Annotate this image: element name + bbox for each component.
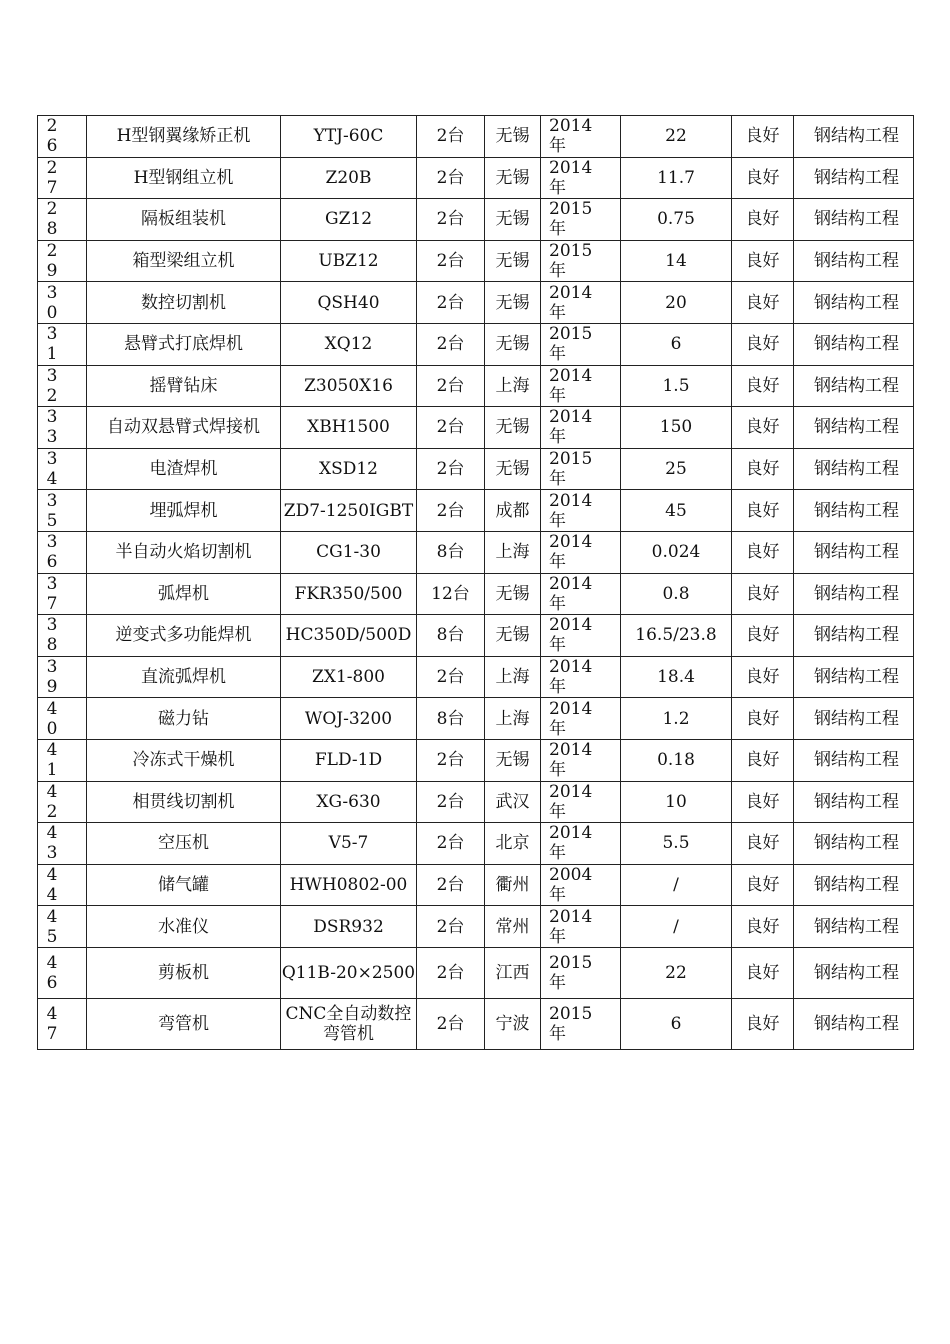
usage-field bbox=[794, 157, 914, 199]
equipment-quantity: 2台 bbox=[417, 906, 485, 948]
equipment-name: 剪板机 bbox=[87, 947, 281, 998]
rated-power: / bbox=[621, 906, 732, 948]
equipment-model: QSH40 bbox=[281, 282, 417, 324]
manufacture-year-text: 2014年 bbox=[549, 615, 593, 656]
usage-field-text: 钢结构工程 bbox=[814, 500, 899, 521]
usage-field bbox=[794, 739, 914, 781]
equipment-name: 摇臂钻床 bbox=[87, 365, 281, 407]
equipment-model: XBH1500 bbox=[281, 407, 417, 449]
row-number bbox=[38, 698, 87, 740]
table-row bbox=[38, 781, 914, 823]
usage-field-text: 钢结构工程 bbox=[814, 375, 899, 396]
usage-field-text: 钢结构工程 bbox=[814, 667, 899, 688]
usage-field bbox=[794, 656, 914, 698]
origin-place: 常州 bbox=[485, 906, 541, 948]
table-row bbox=[38, 947, 914, 998]
condition-status: 良好 bbox=[732, 199, 794, 241]
origin-place: 无锡 bbox=[485, 573, 541, 615]
manufacture-year bbox=[541, 781, 621, 823]
equipment-name: 隔板组装机 bbox=[87, 199, 281, 241]
condition-status: 良好 bbox=[732, 739, 794, 781]
manufacture-year-text: 2015年 bbox=[549, 449, 593, 490]
equipment-model: ZD7-1250IGBT bbox=[281, 490, 417, 532]
table-row bbox=[38, 698, 914, 740]
manufacture-year bbox=[541, 490, 621, 532]
table-row bbox=[38, 199, 914, 241]
equipment-name: 自动双悬臂式焊接机 bbox=[87, 407, 281, 449]
equipment-name: 悬臂式打底焊机 bbox=[87, 323, 281, 365]
origin-place: 无锡 bbox=[485, 240, 541, 282]
origin-place: 上海 bbox=[485, 365, 541, 407]
equipment-model: UBZ12 bbox=[281, 240, 417, 282]
equipment-quantity: 2台 bbox=[417, 739, 485, 781]
manufacture-year-text: 2014年 bbox=[549, 490, 593, 531]
row-number bbox=[38, 864, 87, 906]
condition-status: 良好 bbox=[732, 448, 794, 490]
usage-field bbox=[794, 116, 914, 158]
usage-field bbox=[794, 282, 914, 324]
usage-field-text: 钢结构工程 bbox=[814, 708, 899, 729]
table-row bbox=[38, 282, 914, 324]
condition-status: 良好 bbox=[732, 407, 794, 449]
row-number-text: 39 bbox=[46, 657, 58, 698]
equipment-model: WOJ-3200 bbox=[281, 698, 417, 740]
condition-status: 良好 bbox=[732, 615, 794, 657]
condition-status: 良好 bbox=[732, 365, 794, 407]
row-number bbox=[38, 656, 87, 698]
row-number bbox=[38, 615, 87, 657]
row-number-text: 28 bbox=[46, 199, 58, 240]
origin-place: 无锡 bbox=[485, 448, 541, 490]
equipment-model: CNC全自动数控弯管机 bbox=[281, 998, 417, 1049]
row-number-text: 32 bbox=[46, 365, 58, 406]
manufacture-year-text: 2015年 bbox=[549, 241, 593, 282]
condition-status: 良好 bbox=[732, 573, 794, 615]
usage-field-text: 钢结构工程 bbox=[814, 167, 899, 188]
row-number-text: 44 bbox=[46, 864, 58, 905]
row-number-text: 47 bbox=[46, 1003, 58, 1044]
origin-place: 无锡 bbox=[485, 199, 541, 241]
condition-status: 良好 bbox=[732, 531, 794, 573]
condition-status: 良好 bbox=[732, 240, 794, 282]
table-row bbox=[38, 116, 914, 158]
origin-place: 无锡 bbox=[485, 739, 541, 781]
usage-field-text: 钢结构工程 bbox=[814, 459, 899, 480]
manufacture-year-text: 2014年 bbox=[549, 282, 593, 323]
manufacture-year bbox=[541, 573, 621, 615]
equipment-name: H型钢翼缘矫正机 bbox=[87, 116, 281, 158]
condition-status: 良好 bbox=[732, 116, 794, 158]
usage-field-text: 钢结构工程 bbox=[814, 126, 899, 147]
manufacture-year bbox=[541, 116, 621, 158]
manufacture-year-text: 2014年 bbox=[549, 365, 593, 406]
row-number bbox=[38, 116, 87, 158]
origin-place: 无锡 bbox=[485, 282, 541, 324]
rated-power: 20 bbox=[621, 282, 732, 324]
row-number bbox=[38, 282, 87, 324]
equipment-model: CG1-30 bbox=[281, 531, 417, 573]
rated-power: 0.75 bbox=[621, 199, 732, 241]
row-number bbox=[38, 407, 87, 449]
row-number bbox=[38, 448, 87, 490]
condition-status: 良好 bbox=[732, 823, 794, 865]
usage-field-text: 钢结构工程 bbox=[814, 417, 899, 438]
equipment-name: 弯管机 bbox=[87, 998, 281, 1049]
usage-field bbox=[794, 448, 914, 490]
table-row bbox=[38, 490, 914, 532]
table-row bbox=[38, 615, 914, 657]
equipment-name: 数控切割机 bbox=[87, 282, 281, 324]
origin-place: 成都 bbox=[485, 490, 541, 532]
equipment-name: 储气罐 bbox=[87, 864, 281, 906]
equipment-name: 冷冻式干燥机 bbox=[87, 739, 281, 781]
equipment-quantity: 2台 bbox=[417, 448, 485, 490]
equipment-quantity: 2台 bbox=[417, 199, 485, 241]
row-number-text: 46 bbox=[46, 952, 58, 993]
rated-power: 16.5/23.8 bbox=[621, 615, 732, 657]
origin-place: 北京 bbox=[485, 823, 541, 865]
equipment-model: FLD-1D bbox=[281, 739, 417, 781]
equipment-quantity: 8台 bbox=[417, 615, 485, 657]
rated-power: 0.8 bbox=[621, 573, 732, 615]
manufacture-year-text: 2014年 bbox=[549, 532, 593, 573]
manufacture-year bbox=[541, 864, 621, 906]
row-number bbox=[38, 323, 87, 365]
manufacture-year bbox=[541, 323, 621, 365]
table-row bbox=[38, 407, 914, 449]
equipment-quantity: 2台 bbox=[417, 656, 485, 698]
equipment-model: XSD12 bbox=[281, 448, 417, 490]
origin-place: 上海 bbox=[485, 531, 541, 573]
row-number bbox=[38, 531, 87, 573]
row-number-text: 33 bbox=[46, 407, 58, 448]
equipment-quantity: 2台 bbox=[417, 490, 485, 532]
manufacture-year bbox=[541, 282, 621, 324]
manufacture-year bbox=[541, 407, 621, 449]
equipment-model: FKR350/500 bbox=[281, 573, 417, 615]
usage-field bbox=[794, 323, 914, 365]
usage-field bbox=[794, 407, 914, 449]
usage-field-text: 钢结构工程 bbox=[814, 542, 899, 563]
manufacture-year-text: 2014年 bbox=[549, 573, 593, 614]
usage-field bbox=[794, 199, 914, 241]
condition-status: 良好 bbox=[732, 698, 794, 740]
origin-place: 无锡 bbox=[485, 157, 541, 199]
rated-power: 1.5 bbox=[621, 365, 732, 407]
condition-status: 良好 bbox=[732, 998, 794, 1049]
manufacture-year-text: 2015年 bbox=[549, 952, 593, 993]
equipment-name: 直流弧焊机 bbox=[87, 656, 281, 698]
rated-power: 11.7 bbox=[621, 157, 732, 199]
row-number-text: 26 bbox=[46, 116, 58, 157]
row-number bbox=[38, 157, 87, 199]
equipment-quantity: 8台 bbox=[417, 531, 485, 573]
equipment-model: ZX1-800 bbox=[281, 656, 417, 698]
manufacture-year bbox=[541, 998, 621, 1049]
equipment-quantity: 2台 bbox=[417, 864, 485, 906]
origin-place: 无锡 bbox=[485, 407, 541, 449]
rated-power: 18.4 bbox=[621, 656, 732, 698]
row-number bbox=[38, 998, 87, 1049]
condition-status: 良好 bbox=[732, 656, 794, 698]
row-number-text: 40 bbox=[46, 698, 58, 739]
manufacture-year bbox=[541, 531, 621, 573]
usage-field bbox=[794, 781, 914, 823]
manufacture-year bbox=[541, 698, 621, 740]
row-number-text: 35 bbox=[46, 490, 58, 531]
origin-place: 武汉 bbox=[485, 781, 541, 823]
table-row bbox=[38, 998, 914, 1049]
equipment-model: XQ12 bbox=[281, 323, 417, 365]
usage-field-text: 钢结构工程 bbox=[814, 962, 899, 983]
usage-field-text: 钢结构工程 bbox=[814, 334, 899, 355]
manufacture-year-text: 2014年 bbox=[549, 698, 593, 739]
rated-power: 1.2 bbox=[621, 698, 732, 740]
table-row bbox=[38, 739, 914, 781]
row-number-text: 45 bbox=[46, 906, 58, 947]
equipment-quantity: 2台 bbox=[417, 407, 485, 449]
row-number bbox=[38, 781, 87, 823]
manufacture-year bbox=[541, 240, 621, 282]
usage-field bbox=[794, 573, 914, 615]
equipment-quantity: 2台 bbox=[417, 823, 485, 865]
equipment-quantity: 2台 bbox=[417, 998, 485, 1049]
equipment-quantity: 12台 bbox=[417, 573, 485, 615]
usage-field-text: 钢结构工程 bbox=[814, 625, 899, 646]
usage-field-text: 钢结构工程 bbox=[814, 916, 899, 937]
condition-status: 良好 bbox=[732, 864, 794, 906]
table-row bbox=[38, 573, 914, 615]
row-number bbox=[38, 823, 87, 865]
manufacture-year bbox=[541, 906, 621, 948]
equipment-name: 磁力钻 bbox=[87, 698, 281, 740]
row-number-text: 31 bbox=[46, 324, 58, 365]
row-number-text: 37 bbox=[46, 573, 58, 614]
rated-power: 22 bbox=[621, 116, 732, 158]
equipment-name: 电渣焊机 bbox=[87, 448, 281, 490]
table-row bbox=[38, 365, 914, 407]
rated-power: 5.5 bbox=[621, 823, 732, 865]
rated-power: 0.024 bbox=[621, 531, 732, 573]
usage-field-text: 钢结构工程 bbox=[814, 750, 899, 771]
equipment-quantity: 2台 bbox=[417, 282, 485, 324]
manufacture-year bbox=[541, 615, 621, 657]
usage-field bbox=[794, 698, 914, 740]
table-row bbox=[38, 531, 914, 573]
equipment-quantity: 8台 bbox=[417, 698, 485, 740]
manufacture-year-text: 2015年 bbox=[549, 1003, 593, 1044]
rated-power: 6 bbox=[621, 323, 732, 365]
row-number bbox=[38, 240, 87, 282]
row-number bbox=[38, 947, 87, 998]
manufacture-year-text: 2014年 bbox=[549, 407, 593, 448]
equipment-model: HC350D/500D bbox=[281, 615, 417, 657]
equipment-name: 埋弧焊机 bbox=[87, 490, 281, 532]
condition-status: 良好 bbox=[732, 282, 794, 324]
manufacture-year bbox=[541, 448, 621, 490]
table-row bbox=[38, 448, 914, 490]
usage-field bbox=[794, 240, 914, 282]
manufacture-year bbox=[541, 157, 621, 199]
rated-power: / bbox=[621, 864, 732, 906]
equipment-quantity: 2台 bbox=[417, 240, 485, 282]
manufacture-year bbox=[541, 823, 621, 865]
condition-status: 良好 bbox=[732, 490, 794, 532]
row-number-text: 38 bbox=[46, 615, 58, 656]
equipment-model: XG-630 bbox=[281, 781, 417, 823]
equipment-name: 箱型梁组立机 bbox=[87, 240, 281, 282]
row-number-text: 41 bbox=[46, 740, 58, 781]
equipment-model: HWH0802-00 bbox=[281, 864, 417, 906]
equipment-name: 逆变式多功能焊机 bbox=[87, 615, 281, 657]
rated-power: 150 bbox=[621, 407, 732, 449]
usage-field bbox=[794, 365, 914, 407]
usage-field bbox=[794, 864, 914, 906]
table-row bbox=[38, 823, 914, 865]
usage-field-text: 钢结构工程 bbox=[814, 209, 899, 230]
equipment-model: Q11B-20×2500 bbox=[281, 947, 417, 998]
condition-status: 良好 bbox=[732, 781, 794, 823]
origin-place: 宁波 bbox=[485, 998, 541, 1049]
manufacture-year-text: 2015年 bbox=[549, 199, 593, 240]
manufacture-year bbox=[541, 199, 621, 241]
usage-field-text: 钢结构工程 bbox=[814, 833, 899, 854]
row-number-text: 29 bbox=[46, 241, 58, 282]
row-number bbox=[38, 365, 87, 407]
equipment-name: 水准仪 bbox=[87, 906, 281, 948]
usage-field bbox=[794, 531, 914, 573]
equipment-quantity: 2台 bbox=[417, 947, 485, 998]
table-row bbox=[38, 323, 914, 365]
table-row bbox=[38, 906, 914, 948]
manufacture-year-text: 2014年 bbox=[549, 657, 593, 698]
equipment-quantity: 2台 bbox=[417, 323, 485, 365]
usage-field bbox=[794, 906, 914, 948]
manufacture-year bbox=[541, 656, 621, 698]
manufacture-year bbox=[541, 947, 621, 998]
equipment-quantity: 2台 bbox=[417, 157, 485, 199]
condition-status: 良好 bbox=[732, 157, 794, 199]
origin-place: 上海 bbox=[485, 656, 541, 698]
manufacture-year-text: 2015年 bbox=[549, 324, 593, 365]
usage-field-text: 钢结构工程 bbox=[814, 874, 899, 895]
equipment-model: Z20B bbox=[281, 157, 417, 199]
equipment-model: V5-7 bbox=[281, 823, 417, 865]
row-number bbox=[38, 573, 87, 615]
row-number bbox=[38, 739, 87, 781]
rated-power: 0.18 bbox=[621, 739, 732, 781]
rated-power: 22 bbox=[621, 947, 732, 998]
manufacture-year-text: 2014年 bbox=[549, 740, 593, 781]
manufacture-year-text: 2014年 bbox=[549, 781, 593, 822]
equipment-model: GZ12 bbox=[281, 199, 417, 241]
row-number-text: 27 bbox=[46, 157, 58, 198]
equipment-name: 弧焊机 bbox=[87, 573, 281, 615]
equipment-rows bbox=[38, 116, 914, 1050]
usage-field bbox=[794, 490, 914, 532]
equipment-name: 空压机 bbox=[87, 823, 281, 865]
row-number-text: 42 bbox=[46, 781, 58, 822]
origin-place: 江西 bbox=[485, 947, 541, 998]
row-number-text: 36 bbox=[46, 532, 58, 573]
row-number bbox=[38, 199, 87, 241]
usage-field bbox=[794, 998, 914, 1049]
row-number bbox=[38, 906, 87, 948]
equipment-quantity: 2台 bbox=[417, 116, 485, 158]
origin-place: 无锡 bbox=[485, 116, 541, 158]
usage-field-text: 钢结构工程 bbox=[814, 1013, 899, 1034]
usage-field bbox=[794, 615, 914, 657]
equipment-model: YTJ-60C bbox=[281, 116, 417, 158]
origin-place: 无锡 bbox=[485, 615, 541, 657]
equipment-model: DSR932 bbox=[281, 906, 417, 948]
manufacture-year-text: 2014年 bbox=[549, 823, 593, 864]
usage-field-text: 钢结构工程 bbox=[814, 251, 899, 272]
rated-power: 25 bbox=[621, 448, 732, 490]
origin-place: 上海 bbox=[485, 698, 541, 740]
row-number-text: 34 bbox=[46, 449, 58, 490]
origin-place: 无锡 bbox=[485, 323, 541, 365]
manufacture-year-text: 2004年 bbox=[549, 864, 593, 905]
equipment-model: Z3050X16 bbox=[281, 365, 417, 407]
table-row bbox=[38, 157, 914, 199]
equipment-table bbox=[37, 115, 914, 1050]
usage-field bbox=[794, 823, 914, 865]
usage-field-text: 钢结构工程 bbox=[814, 583, 899, 604]
usage-field bbox=[794, 947, 914, 998]
usage-field-text: 钢结构工程 bbox=[814, 791, 899, 812]
row-number-text: 30 bbox=[46, 282, 58, 323]
row-number bbox=[38, 490, 87, 532]
condition-status: 良好 bbox=[732, 947, 794, 998]
equipment-name: H型钢组立机 bbox=[87, 157, 281, 199]
rated-power: 45 bbox=[621, 490, 732, 532]
equipment-name: 相贯线切割机 bbox=[87, 781, 281, 823]
equipment-name: 半自动火焰切割机 bbox=[87, 531, 281, 573]
manufacture-year bbox=[541, 365, 621, 407]
row-number-text: 43 bbox=[46, 823, 58, 864]
manufacture-year-text: 2014年 bbox=[549, 116, 593, 157]
origin-place: 衢州 bbox=[485, 864, 541, 906]
table-row bbox=[38, 656, 914, 698]
rated-power: 6 bbox=[621, 998, 732, 1049]
rated-power: 10 bbox=[621, 781, 732, 823]
manufacture-year-text: 2014年 bbox=[549, 906, 593, 947]
condition-status: 良好 bbox=[732, 906, 794, 948]
rated-power: 14 bbox=[621, 240, 732, 282]
table-row bbox=[38, 240, 914, 282]
table-row bbox=[38, 864, 914, 906]
condition-status: 良好 bbox=[732, 323, 794, 365]
equipment-quantity: 2台 bbox=[417, 781, 485, 823]
manufacture-year-text: 2014年 bbox=[549, 157, 593, 198]
equipment-quantity: 2台 bbox=[417, 365, 485, 407]
usage-field-text: 钢结构工程 bbox=[814, 292, 899, 313]
manufacture-year bbox=[541, 739, 621, 781]
